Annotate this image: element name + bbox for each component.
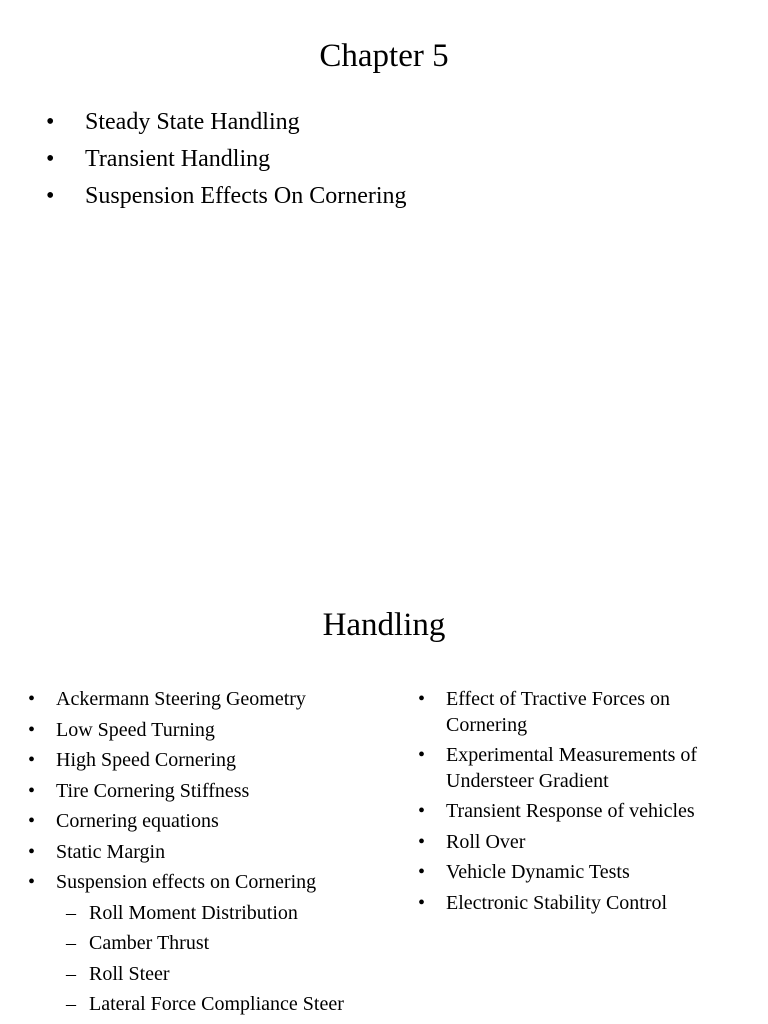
list-item: [418, 799, 748, 825]
list-item-text: Roll Over: [446, 830, 526, 853]
list-item: [28, 718, 388, 744]
bullet-icon: •: [28, 810, 36, 832]
list-item: [418, 860, 748, 886]
dash-icon: –: [66, 901, 76, 924]
list-item: [46, 141, 407, 178]
list-item: [28, 870, 388, 896]
list-item: [46, 104, 407, 141]
list-item: [28, 748, 388, 774]
bullet-icon: •: [418, 891, 426, 914]
list-item-text: Tire Cornering Stiffness: [56, 779, 250, 802]
list-item-text: Transient Handling: [85, 146, 271, 172]
bullet-icon: •: [28, 688, 36, 710]
list-item: [418, 687, 748, 738]
sub-list-item: [28, 931, 388, 957]
list-item-text: Lateral Force Compliance Steer: [89, 993, 344, 1015]
list-item: [418, 830, 748, 856]
bullet-icon: •: [418, 688, 426, 710]
bullet-icon: •: [28, 840, 36, 863]
sub-list-item: [28, 962, 388, 988]
dash-icon: –: [66, 932, 76, 954]
left-topic-column: [28, 687, 388, 1023]
list-item-text: Cornering equations: [56, 810, 219, 832]
dash-icon: –: [66, 962, 76, 985]
sub-list-item: [28, 901, 388, 927]
list-item-text: Vehicle Dynamic Tests: [446, 861, 630, 883]
list-item: [28, 687, 388, 713]
list-item-text: Effect of Tractive Forces on Cornering: [446, 688, 671, 736]
bullet-icon: •: [28, 718, 36, 741]
list-item-text: High Speed Cornering: [56, 749, 236, 771]
list-item: [28, 840, 388, 866]
list-item-text: Electronic Stability Control: [446, 891, 668, 914]
list-item: [46, 178, 407, 215]
list-item-text: Suspension effects on Cornering: [56, 871, 317, 893]
list-item: [28, 809, 388, 835]
bullet-icon: •: [46, 183, 55, 209]
list-item-text: Camber Thrust: [89, 932, 210, 954]
list-item-text: Roll Steer: [89, 962, 170, 985]
slide-title: Chapter 5: [319, 38, 449, 74]
list-item-text: Transient Response of vehicles: [446, 800, 695, 822]
bullet-icon: •: [418, 861, 426, 883]
bullet-icon: •: [418, 800, 426, 822]
list-item-text: Static Margin: [56, 840, 166, 863]
bullet-icon: •: [28, 871, 36, 893]
topic-list: [46, 104, 407, 215]
list-item: [418, 743, 748, 794]
bullet-icon: •: [28, 779, 36, 802]
list-item-text: Suspension Effects On Cornering: [85, 183, 407, 209]
slide-handling: [0, 560, 768, 1024]
bullet-icon: •: [46, 109, 55, 135]
list-item-text: Low Speed Turning: [56, 718, 215, 741]
slide-title: Handling: [322, 607, 446, 643]
list-item: [28, 779, 388, 805]
bullet-icon: •: [418, 744, 426, 766]
list-item-text: Steady State Handling: [85, 109, 300, 135]
bullet-icon: •: [28, 749, 36, 771]
list-item-text: Ackermann Steering Geometry: [56, 688, 306, 710]
bullet-icon: •: [46, 146, 55, 172]
right-topic-column: [418, 687, 748, 921]
list-item-text: Roll Moment Distribution: [89, 901, 298, 924]
bullet-icon: •: [418, 830, 426, 853]
list-item-text: Experimental Measurements of Understeer Gradient: [446, 744, 698, 792]
list-item: [418, 891, 748, 917]
sub-list-item: [28, 992, 388, 1018]
dash-icon: –: [66, 993, 76, 1015]
